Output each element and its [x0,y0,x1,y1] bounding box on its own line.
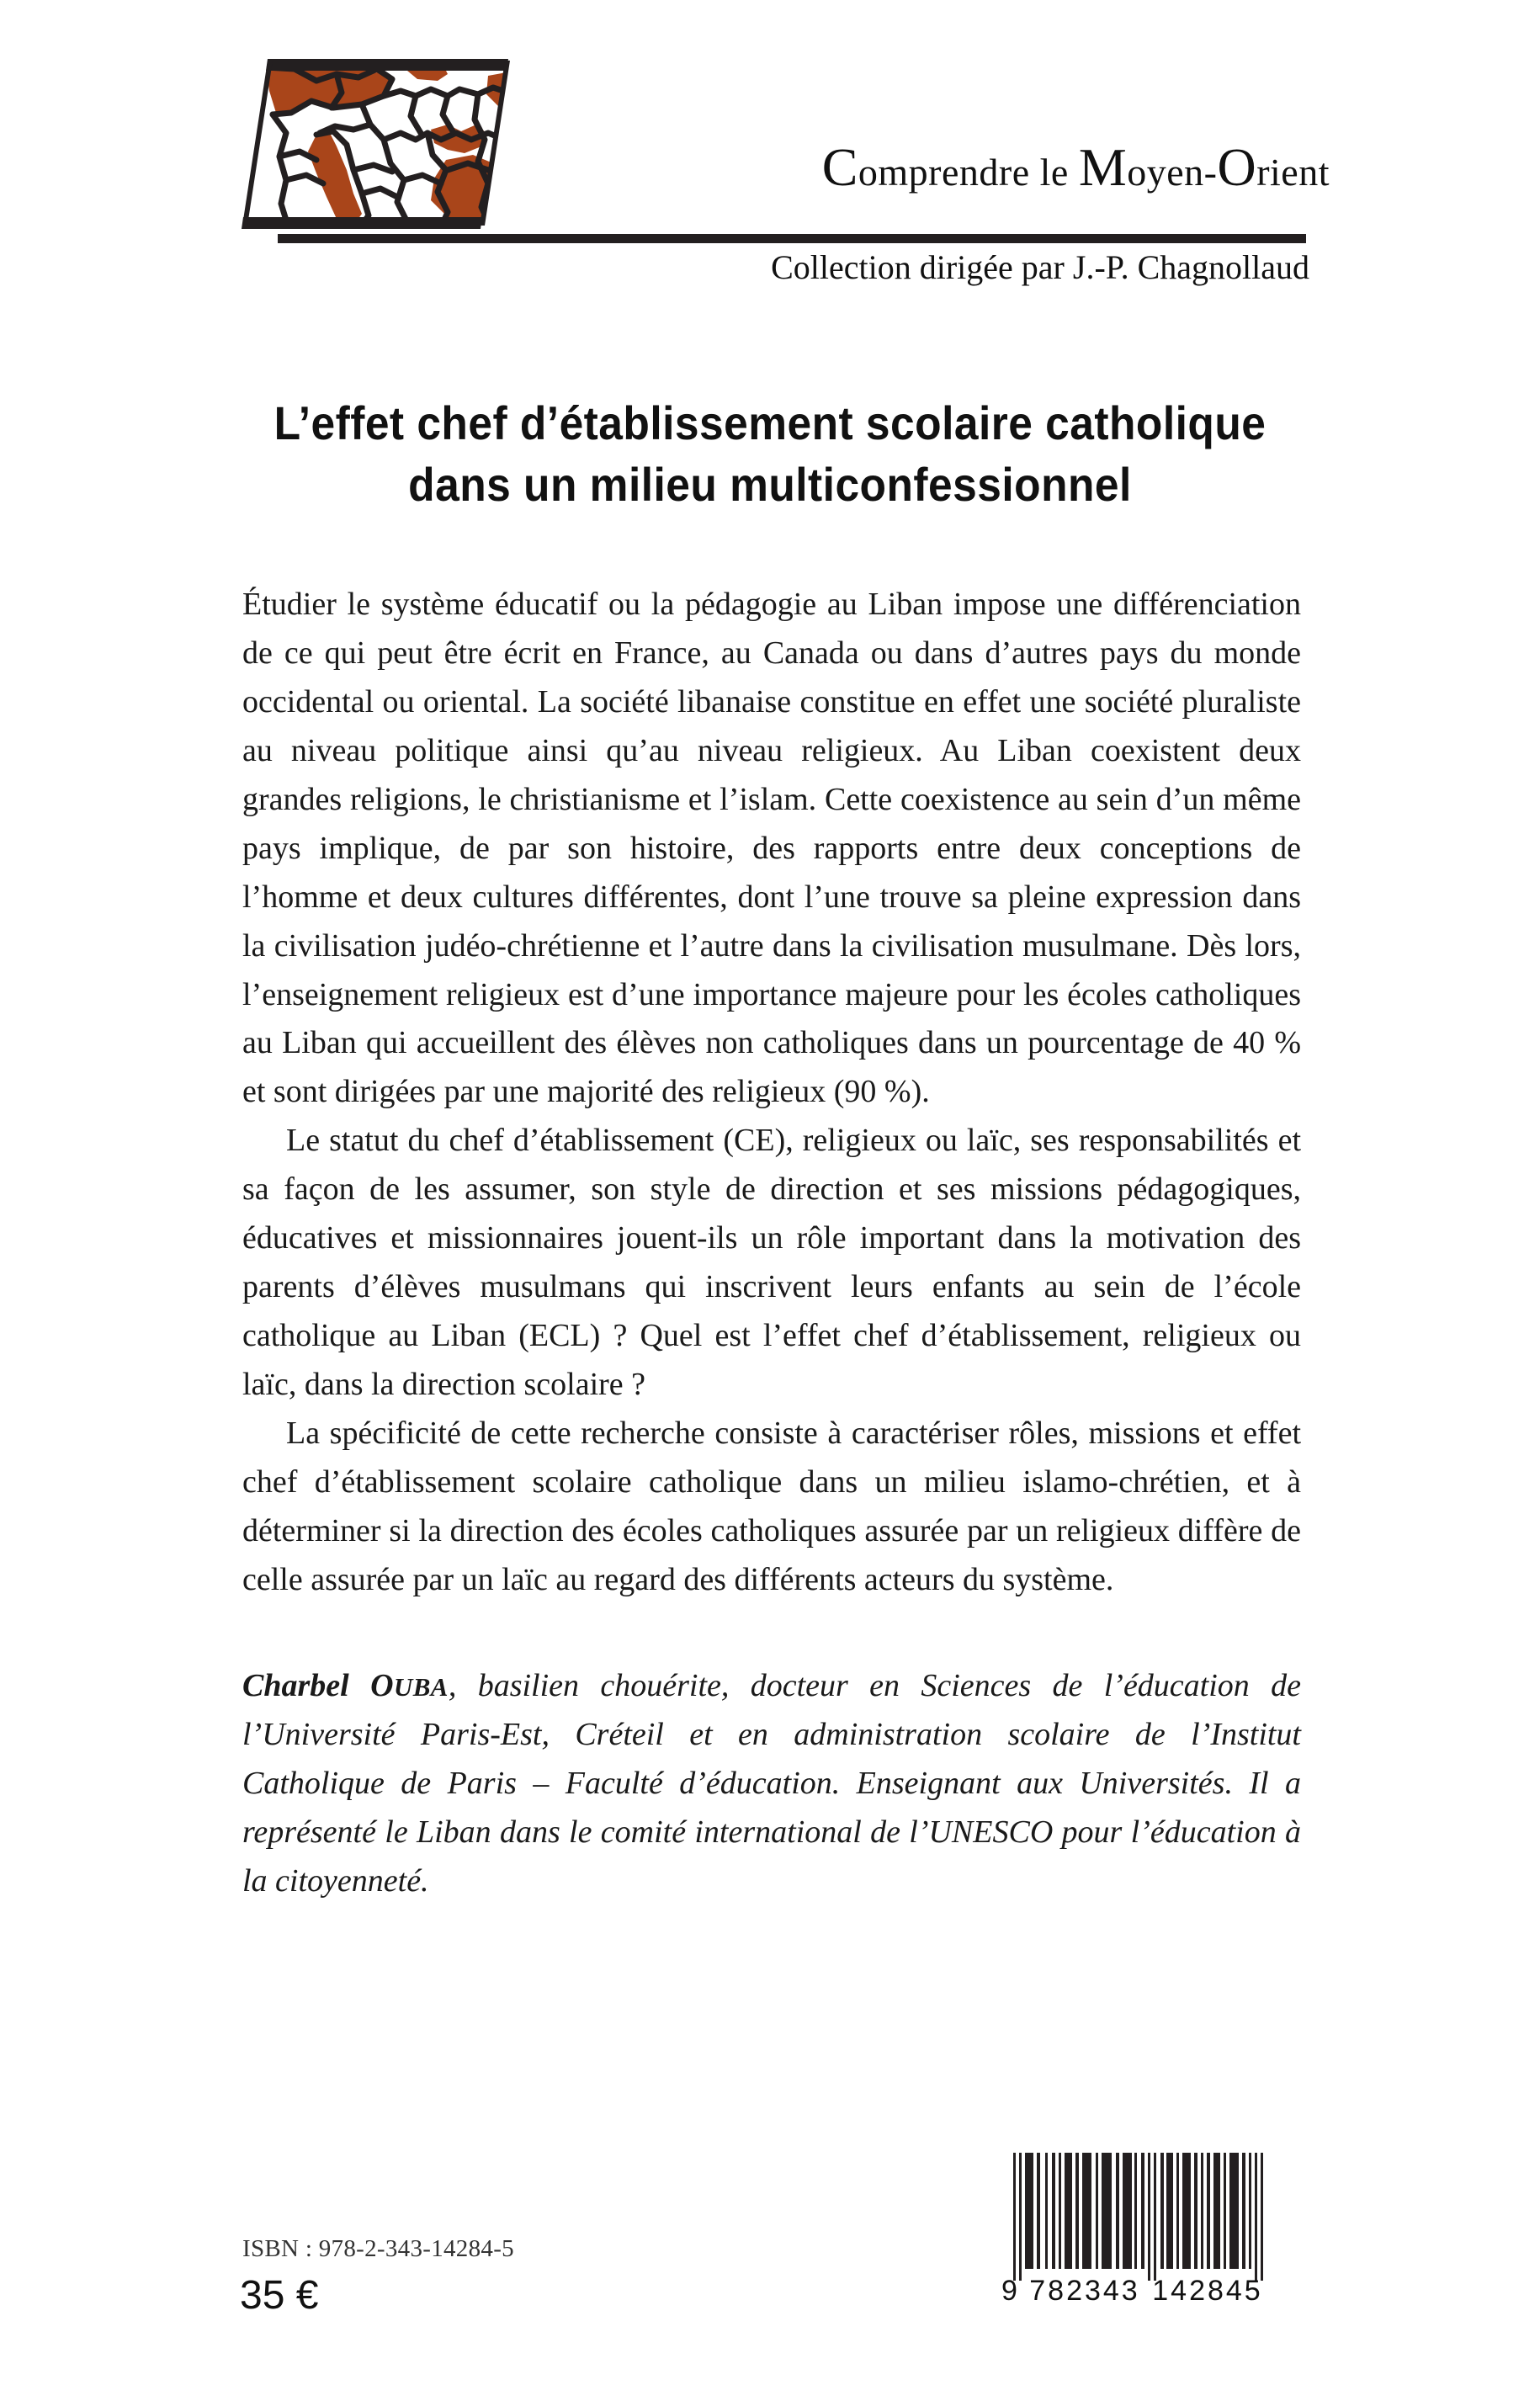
barcode-digits [1001,2271,1269,2311]
author-last-name [370,1668,449,1703]
price-text: 35 € [240,2273,319,2318]
author-bio-paragraph [242,1662,1301,1906]
collection-title [791,137,1330,197]
collection-title-cap-m: M [1078,137,1128,197]
collection-title-part-3: rient [1256,151,1330,194]
barcode-digit-first: 9 [1001,2274,1020,2307]
collection-header [0,0,1540,303]
collection-title-part-2: oyen- [1127,151,1218,194]
author-first-name: Charbel [242,1668,349,1703]
blurb-paragraph: Étudier le système éducatif ou la pédagogie au Liban impose une différenciation de ce qui peut être écrit en France, au Canada ou dans d’autres pays du monde occidental ou oriental. La société libanaise constitue en effet une société pluraliste au niveau politique ainsi qu’au niveau religieux. Au Liban coexistent deux grandes religions, le christianisme et l’islam. Cette coexistence au sein d’un même pays implique, de par son histoire, des rapports entre deux conceptions de l’homme et deux cultures différentes, dont l’une trouve sa pleine expression dans la civilisation judéo-chrétienne et l’autre dans la civilisation musulmane. Dès lors, l’enseignement religieux est d’une importance majeure pour les écoles catholiques au Liban qui accueillent des élèves non catholiques dans un pourcentage de 40 % et sont dirigées par une majorité des religieux (90 %). [242,587,1301,1110]
collection-title-cap-o: O [1217,137,1257,197]
page-title-line-2: dans un milieu multiconfessionnel [408,458,1132,512]
author-last-smallcaps: UBA [393,1672,449,1702]
blurb-paragraph: La spécificité de cette recherche consiste à caractériser rôles, missions et effet chef d’établissement scolaire catholique dans un milieu islamo-chrétien, et à déterminer si la direction des écoles catholiques assurée par un religieux diffère de celle assurée par un laïc au regard des différents acteurs du système. [242,1415,1301,1597]
collection-subtitle: Collection dirigée par J.-P. Chagnollaud [771,248,1309,286]
author-bio-text: , basilien chouérite, docteur en Sciences de l’éducation de l’Université Paris-Est, Créteil et en administration scolaire de l’Institut Catholique de Paris – Faculté d’éducation. Enseignant aux Universités. Il a représenté le Liban dans le comité international de l’UNESCO pour l’éducation à la citoyenneté. [242,1668,1301,1899]
page-title-line-1: L’effet chef d’établissement scolaire catholique [273,396,1267,449]
collection-title-cap-c: C [821,137,858,197]
ean13-barcode [1001,2153,1269,2318]
author-last-initial: O [370,1668,394,1703]
author-bio [242,1662,1301,1906]
blurb-paragraph: Le statut du chef d’établissement (CE), religieux ou laïc, ses responsabilités et sa façon de les assumer, son style de direction et ses missions pédagogiques, éducatives et missionnaires jouent-ils un rôle important dans la motivation des parents d’élèves musulmans qui inscrivent leurs enfants au sein de l’école catholique au Liban (ECL) ? Quel est l’effet chef d’établissement, religieux ou laïc, dans la direction scolaire ? [242,1123,1301,1402]
blurb-body [242,581,1301,1605]
collection-title-part-1: omprendre le [858,151,1079,194]
header-divider-rule [278,234,1306,243]
middle-east-map-logo [236,52,513,233]
page-title [259,392,1281,517]
isbn-text: ISBN : 978-2-343-14284-5 [242,2235,514,2262]
barcode-group-1: 782343 [1029,2274,1140,2307]
barcode-group-2: 142845 [1152,2274,1263,2307]
